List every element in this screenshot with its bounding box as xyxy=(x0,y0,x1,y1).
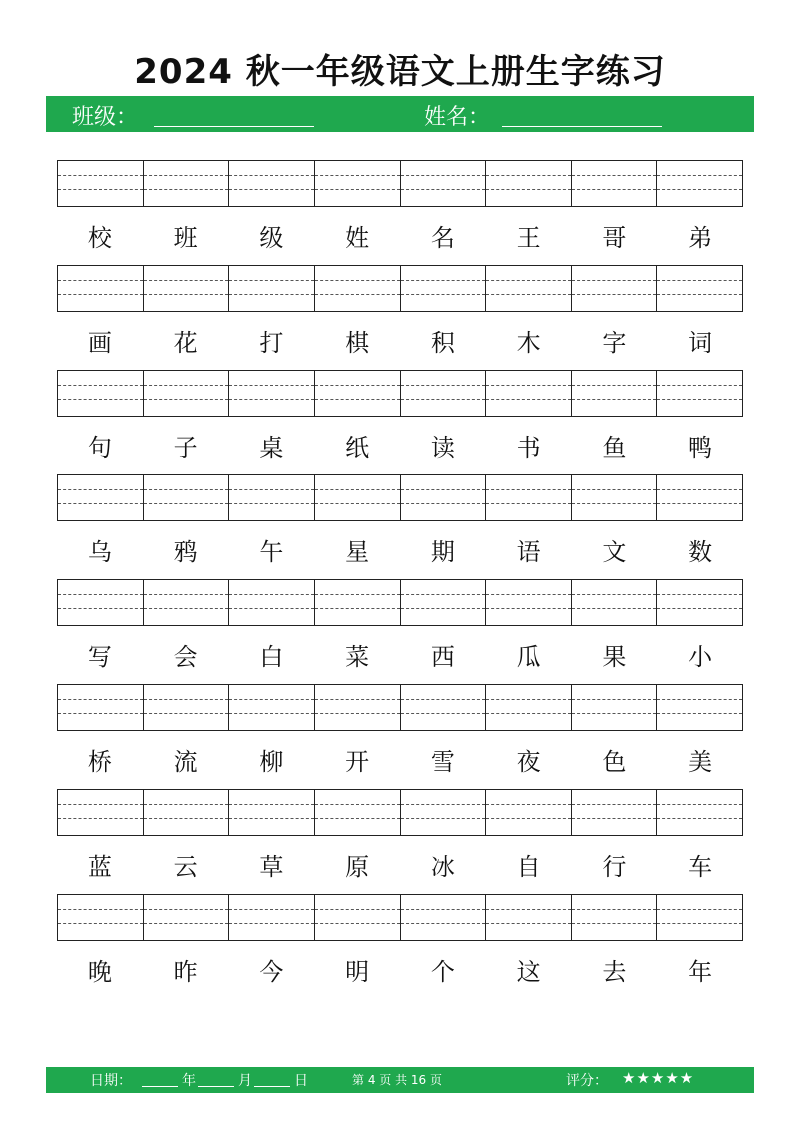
guide-line xyxy=(58,489,143,490)
character-row xyxy=(57,532,743,572)
writing-cell[interactable] xyxy=(401,685,487,730)
practice-character: 行 xyxy=(602,853,627,881)
writing-cell[interactable] xyxy=(401,895,487,940)
writing-grid-row xyxy=(57,789,743,836)
practice-character: 打 xyxy=(259,329,284,357)
guide-line xyxy=(144,385,229,386)
guide-line xyxy=(657,804,742,805)
practice-character: 今 xyxy=(259,958,284,986)
writing-grid-row xyxy=(57,579,743,626)
guide-line xyxy=(572,818,657,819)
guide-line xyxy=(572,608,657,609)
page-info: 第 4 页 共 16 页 xyxy=(352,1073,442,1087)
guide-line xyxy=(58,909,143,910)
practice-character: 桌 xyxy=(259,434,284,462)
writing-cell[interactable] xyxy=(144,475,230,520)
guide-line xyxy=(657,923,742,924)
guide-line xyxy=(315,503,400,504)
guide-line xyxy=(315,713,400,714)
guide-line xyxy=(657,175,742,176)
guide-line xyxy=(657,818,742,819)
practice-character: 蓝 xyxy=(87,853,112,881)
practice-character: 鱼 xyxy=(602,434,627,462)
guide-line xyxy=(401,489,486,490)
guide-line xyxy=(486,503,571,504)
guide-line xyxy=(572,594,657,595)
guide-line xyxy=(144,699,229,700)
practice-character: 姓 xyxy=(345,224,370,252)
writing-cell[interactable] xyxy=(144,161,230,206)
practice-character: 草 xyxy=(259,853,284,881)
guide-line xyxy=(315,909,400,910)
practice-character: 花 xyxy=(173,329,198,357)
guide-line xyxy=(315,594,400,595)
practice-character: 小 xyxy=(688,643,713,671)
guide-line xyxy=(58,713,143,714)
guide-line xyxy=(315,294,400,295)
practice-character: 桥 xyxy=(87,748,112,776)
practice-character: 星 xyxy=(345,538,370,566)
writing-cell[interactable] xyxy=(401,790,487,835)
guide-line xyxy=(657,608,742,609)
score-label: 评分： xyxy=(566,1073,608,1089)
guide-line xyxy=(58,594,143,595)
practice-character: 文 xyxy=(602,538,627,566)
writing-cell[interactable] xyxy=(144,895,230,940)
guide-line xyxy=(401,594,486,595)
practice-character: 果 xyxy=(602,643,627,671)
writing-cell[interactable] xyxy=(572,685,658,730)
character-row xyxy=(57,428,743,468)
guide-line xyxy=(58,385,143,386)
guide-line xyxy=(229,818,314,819)
practice-character: 流 xyxy=(173,748,198,776)
guide-line xyxy=(229,699,314,700)
guide-line xyxy=(486,489,571,490)
practice-character: 年 xyxy=(688,958,713,986)
guide-line xyxy=(657,594,742,595)
guide-line xyxy=(315,608,400,609)
writing-cell[interactable] xyxy=(486,790,572,835)
practice-character: 午 xyxy=(259,538,284,566)
guide-line xyxy=(229,489,314,490)
guide-line xyxy=(572,399,657,400)
guide-line xyxy=(229,280,314,281)
guide-line xyxy=(229,923,314,924)
practice-character: 画 xyxy=(87,329,112,357)
date-label: 日期： xyxy=(90,1073,132,1089)
guide-line xyxy=(657,489,742,490)
practice-character: 瓜 xyxy=(516,643,541,671)
writing-grid-row xyxy=(57,684,743,731)
practice-character: 名 xyxy=(430,224,455,252)
writing-cell[interactable] xyxy=(229,895,315,940)
guide-line xyxy=(315,818,400,819)
practice-character: 语 xyxy=(516,538,541,566)
guide-line xyxy=(144,294,229,295)
writing-cell[interactable] xyxy=(486,475,572,520)
writing-cell[interactable] xyxy=(144,580,230,625)
guide-line xyxy=(144,280,229,281)
guide-line xyxy=(486,713,571,714)
day-blank[interactable] xyxy=(254,1086,290,1087)
guide-line xyxy=(58,175,143,176)
writing-cell[interactable] xyxy=(657,580,742,625)
practice-character: 白 xyxy=(259,643,284,671)
practice-character: 昨 xyxy=(173,958,198,986)
class-label: 班级： xyxy=(72,105,139,130)
guide-line xyxy=(657,699,742,700)
practice-character: 积 xyxy=(430,329,455,357)
guide-line xyxy=(486,385,571,386)
guide-line xyxy=(657,294,742,295)
guide-line xyxy=(572,713,657,714)
writing-cell[interactable] xyxy=(58,266,144,311)
guide-line xyxy=(58,699,143,700)
practice-character: 鸭 xyxy=(688,434,713,462)
practice-character: 会 xyxy=(173,643,198,671)
practice-character: 菜 xyxy=(345,643,370,671)
writing-cell[interactable] xyxy=(229,266,315,311)
guide-line xyxy=(401,818,486,819)
guide-line xyxy=(229,503,314,504)
writing-cell[interactable] xyxy=(315,266,401,311)
writing-cell[interactable] xyxy=(315,580,401,625)
guide-line xyxy=(229,175,314,176)
guide-line xyxy=(572,189,657,190)
guide-line xyxy=(486,399,571,400)
character-row xyxy=(57,952,743,992)
guide-line xyxy=(401,280,486,281)
writing-cell[interactable] xyxy=(144,371,230,416)
guide-line xyxy=(144,909,229,910)
guide-line xyxy=(229,608,314,609)
guide-line xyxy=(229,294,314,295)
guide-line xyxy=(315,189,400,190)
guide-line xyxy=(401,385,486,386)
writing-cell[interactable] xyxy=(486,895,572,940)
writing-cell[interactable] xyxy=(657,371,742,416)
guide-line xyxy=(572,385,657,386)
guide-line xyxy=(58,804,143,805)
writing-cell[interactable] xyxy=(572,161,658,206)
practice-character: 写 xyxy=(87,643,112,671)
writing-cell[interactable] xyxy=(572,371,658,416)
practice-character: 读 xyxy=(430,434,455,462)
writing-grid-row xyxy=(57,265,743,312)
writing-cell[interactable] xyxy=(401,371,487,416)
footer-bar xyxy=(46,1067,754,1093)
guide-line xyxy=(315,923,400,924)
guide-line xyxy=(58,294,143,295)
practice-character: 木 xyxy=(516,329,541,357)
guide-line xyxy=(486,923,571,924)
month-label: 月 xyxy=(238,1073,252,1089)
practice-character: 子 xyxy=(173,434,198,462)
practice-character: 字 xyxy=(602,329,627,357)
guide-line xyxy=(229,804,314,805)
practice-character: 班 xyxy=(173,224,198,252)
month-blank[interactable] xyxy=(198,1086,234,1087)
practice-character: 个 xyxy=(430,958,455,986)
guide-line xyxy=(657,189,742,190)
guide-line xyxy=(58,280,143,281)
guide-line xyxy=(486,280,571,281)
practice-character: 晚 xyxy=(87,958,112,986)
writing-cell[interactable] xyxy=(486,685,572,730)
guide-line xyxy=(657,909,742,910)
writing-cell[interactable] xyxy=(401,580,487,625)
day-label: 日 xyxy=(294,1073,308,1089)
practice-character: 色 xyxy=(602,748,627,776)
guide-line xyxy=(486,175,571,176)
practice-character: 乌 xyxy=(87,538,112,566)
guide-line xyxy=(58,189,143,190)
guide-line xyxy=(657,399,742,400)
writing-cell[interactable] xyxy=(657,895,742,940)
year-label: 年 xyxy=(182,1073,196,1089)
writing-grid-row xyxy=(57,474,743,521)
practice-character: 雪 xyxy=(430,748,455,776)
guide-line xyxy=(657,280,742,281)
guide-line xyxy=(315,280,400,281)
writing-grid-row xyxy=(57,370,743,417)
writing-cell[interactable] xyxy=(486,371,572,416)
practice-character: 开 xyxy=(345,748,370,776)
writing-cell[interactable] xyxy=(58,790,144,835)
guide-line xyxy=(315,489,400,490)
practice-character: 美 xyxy=(688,748,713,776)
guide-line xyxy=(315,699,400,700)
guide-line xyxy=(144,175,229,176)
writing-cell[interactable] xyxy=(486,580,572,625)
guide-line xyxy=(657,713,742,714)
guide-line xyxy=(572,175,657,176)
page-title: 2024 秋一年级语文上册生字练习 xyxy=(134,52,666,92)
guide-line xyxy=(144,503,229,504)
writing-cell[interactable] xyxy=(315,895,401,940)
student-info-bar xyxy=(46,96,754,132)
guide-line xyxy=(144,608,229,609)
writing-cell[interactable] xyxy=(58,895,144,940)
practice-character: 弟 xyxy=(688,224,713,252)
guide-line xyxy=(144,818,229,819)
guide-line xyxy=(572,699,657,700)
guide-line xyxy=(315,804,400,805)
guide-line xyxy=(486,594,571,595)
practice-character: 车 xyxy=(688,853,713,881)
writing-cell[interactable] xyxy=(229,685,315,730)
practice-character: 云 xyxy=(173,853,198,881)
guide-line xyxy=(486,608,571,609)
practice-character: 柳 xyxy=(259,748,284,776)
guide-line xyxy=(572,923,657,924)
writing-cell[interactable] xyxy=(229,580,315,625)
writing-cell[interactable] xyxy=(572,475,658,520)
writing-cell[interactable] xyxy=(315,685,401,730)
writing-cell[interactable] xyxy=(657,161,742,206)
guide-line xyxy=(486,189,571,190)
practice-character: 句 xyxy=(87,434,112,462)
writing-cell[interactable] xyxy=(229,371,315,416)
practice-character: 原 xyxy=(345,853,370,881)
guide-line xyxy=(486,699,571,700)
guide-line xyxy=(572,489,657,490)
character-row xyxy=(57,218,743,258)
guide-line xyxy=(572,294,657,295)
guide-line xyxy=(315,385,400,386)
practice-character: 纸 xyxy=(345,434,370,462)
writing-cell[interactable] xyxy=(657,790,742,835)
practice-character: 西 xyxy=(430,643,455,671)
score-stars[interactable]: ★★★★★ xyxy=(622,1069,695,1087)
guide-line xyxy=(401,923,486,924)
practice-character: 自 xyxy=(516,853,541,881)
writing-grid-row xyxy=(57,160,743,207)
writing-cell[interactable] xyxy=(657,685,742,730)
guide-line xyxy=(401,608,486,609)
writing-cell[interactable] xyxy=(486,266,572,311)
guide-line xyxy=(144,399,229,400)
guide-line xyxy=(401,399,486,400)
writing-cell[interactable] xyxy=(315,475,401,520)
practice-character: 夜 xyxy=(516,748,541,776)
guide-line xyxy=(401,909,486,910)
writing-cell[interactable] xyxy=(572,790,658,835)
guide-line xyxy=(486,294,571,295)
guide-line xyxy=(657,503,742,504)
guide-line xyxy=(229,713,314,714)
writing-cell[interactable] xyxy=(401,266,487,311)
writing-cell[interactable] xyxy=(58,371,144,416)
guide-line xyxy=(572,909,657,910)
writing-cell[interactable] xyxy=(58,475,144,520)
practice-character: 明 xyxy=(345,958,370,986)
character-row xyxy=(57,637,743,677)
writing-cell[interactable] xyxy=(401,161,487,206)
guide-line xyxy=(572,804,657,805)
writing-cell[interactable] xyxy=(58,685,144,730)
writing-cell[interactable] xyxy=(486,161,572,206)
writing-cell[interactable] xyxy=(657,266,742,311)
guide-line xyxy=(401,189,486,190)
practice-character: 冰 xyxy=(430,853,455,881)
guide-line xyxy=(58,503,143,504)
name-label: 姓名： xyxy=(424,105,491,130)
practice-character: 王 xyxy=(516,224,541,252)
writing-grid-row xyxy=(57,894,743,941)
class-blank[interactable] xyxy=(154,126,314,127)
practice-character: 棋 xyxy=(345,329,370,357)
writing-cell[interactable] xyxy=(229,790,315,835)
writing-cell[interactable] xyxy=(229,475,315,520)
guide-line xyxy=(58,923,143,924)
writing-cell[interactable] xyxy=(315,161,401,206)
writing-cell[interactable] xyxy=(572,895,658,940)
writing-cell[interactable] xyxy=(572,266,658,311)
practice-character: 数 xyxy=(688,538,713,566)
guide-line xyxy=(229,594,314,595)
guide-line xyxy=(315,175,400,176)
guide-line xyxy=(401,175,486,176)
character-row xyxy=(57,742,743,782)
guide-line xyxy=(144,923,229,924)
guide-line xyxy=(401,503,486,504)
writing-cell[interactable] xyxy=(144,685,230,730)
guide-line xyxy=(486,909,571,910)
practice-character: 校 xyxy=(87,224,112,252)
writing-cell[interactable] xyxy=(229,161,315,206)
writing-cell[interactable] xyxy=(572,580,658,625)
guide-line xyxy=(144,804,229,805)
writing-cell[interactable] xyxy=(657,475,742,520)
guide-line xyxy=(144,489,229,490)
practice-character: 书 xyxy=(516,434,541,462)
guide-line xyxy=(401,713,486,714)
practice-character: 期 xyxy=(430,538,455,566)
guide-line xyxy=(229,909,314,910)
character-row xyxy=(57,323,743,363)
practice-character: 鸦 xyxy=(173,538,198,566)
writing-cell[interactable] xyxy=(58,161,144,206)
writing-cell[interactable] xyxy=(401,475,487,520)
guide-line xyxy=(572,503,657,504)
guide-line xyxy=(657,385,742,386)
guide-line xyxy=(58,818,143,819)
guide-line xyxy=(315,399,400,400)
guide-line xyxy=(144,713,229,714)
practice-character: 级 xyxy=(259,224,284,252)
guide-line xyxy=(229,399,314,400)
writing-cell[interactable] xyxy=(144,266,230,311)
guide-line xyxy=(229,189,314,190)
practice-character: 词 xyxy=(688,329,713,357)
character-row xyxy=(57,847,743,887)
guide-line xyxy=(486,804,571,805)
guide-line xyxy=(401,294,486,295)
guide-line xyxy=(401,699,486,700)
guide-line xyxy=(58,608,143,609)
guide-line xyxy=(229,385,314,386)
guide-line xyxy=(144,594,229,595)
guide-line xyxy=(486,818,571,819)
practice-character: 去 xyxy=(602,958,627,986)
writing-cell[interactable] xyxy=(315,790,401,835)
guide-line xyxy=(401,804,486,805)
practice-character: 这 xyxy=(516,958,541,986)
guide-line xyxy=(58,399,143,400)
guide-line xyxy=(144,189,229,190)
writing-cell[interactable] xyxy=(315,371,401,416)
name-blank[interactable] xyxy=(502,126,662,127)
writing-cell[interactable] xyxy=(58,580,144,625)
guide-line xyxy=(572,280,657,281)
writing-cell[interactable] xyxy=(144,790,230,835)
practice-character: 哥 xyxy=(602,224,627,252)
year-blank[interactable] xyxy=(142,1086,178,1087)
